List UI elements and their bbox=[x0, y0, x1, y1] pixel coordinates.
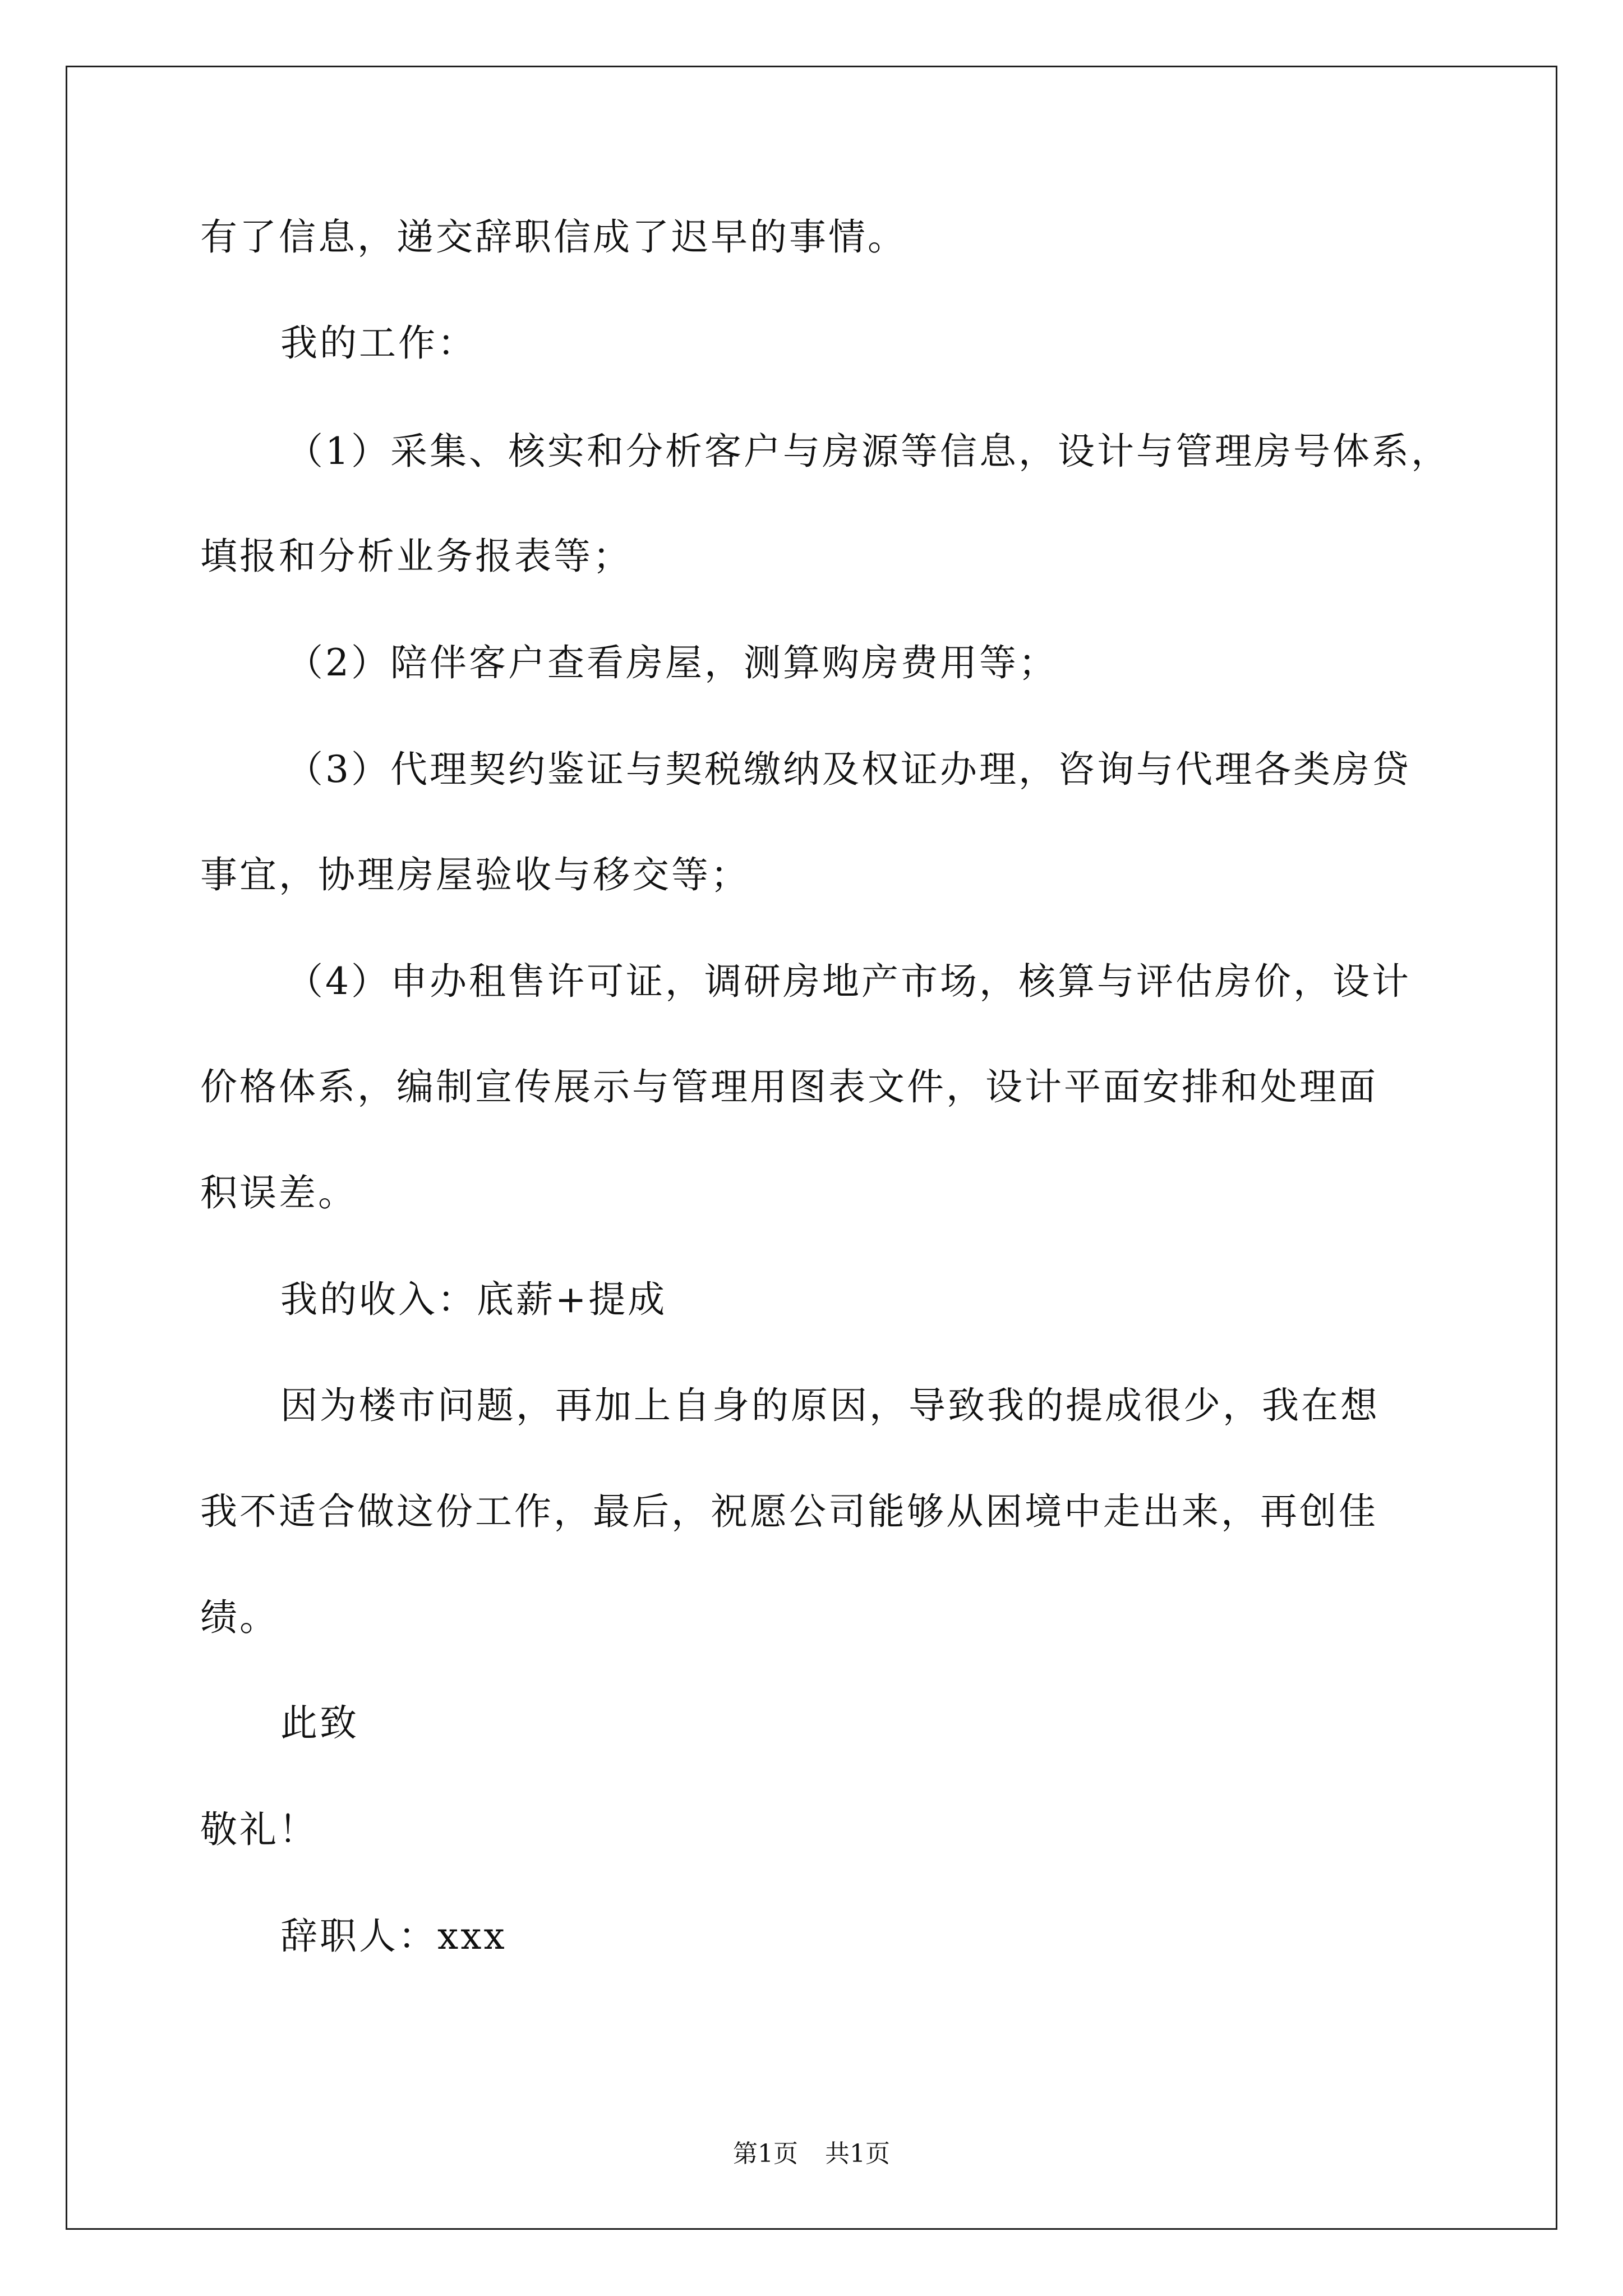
income-line: 我的收入：底薪+提成 bbox=[280, 1278, 667, 1321]
page-number-total: 共1页 bbox=[825, 2139, 890, 2168]
work-item-4-line-1: （4）申办租售许可证，调研房地产市场，核算与评估房价，设计 bbox=[286, 960, 1411, 1003]
work-item-3-line-1: （3）代理契约鉴证与契税缴纳及权证办理，咨询与代理各类房贷 bbox=[286, 748, 1411, 791]
page-footer bbox=[0, 2137, 1623, 2171]
closing-paragraph-line-3: 绩。 bbox=[200, 1596, 279, 1639]
page-border bbox=[66, 66, 1557, 2230]
work-item-3-line-2: 事宜，协理房屋验收与移交等； bbox=[200, 853, 750, 896]
page-number-current: 第1页 bbox=[733, 2139, 798, 2168]
work-item-1-line-2: 填报和分析业务报表等； bbox=[200, 535, 632, 578]
closing-paragraph-line-1: 因为楼市问题，再加上自身的原因，导致我的提成很少，我在想 bbox=[280, 1384, 1380, 1427]
work-item-2: （2）陪伴客户查看房屋，测算购房费用等； bbox=[286, 641, 1058, 684]
body-line: 有了信息，递交辞职信成了迟早的事情。 bbox=[200, 215, 907, 259]
work-item-4-line-2: 价格体系，编制宣传展示与管理用图表文件，设计平面安排和处理面 bbox=[200, 1065, 1378, 1108]
salutation-cizhi: 此致 bbox=[280, 1701, 359, 1745]
work-item-1-line-1: （1）采集、核实和分析客户与房源等信息，设计与管理房号体系， bbox=[286, 430, 1450, 473]
section-heading-work: 我的工作： bbox=[280, 321, 477, 365]
work-item-4-line-3: 积误差。 bbox=[200, 1171, 357, 1214]
closing-paragraph-line-2: 我不适合做这份工作，最后，祝愿公司能够从困境中走出来，再创佳 bbox=[200, 1490, 1378, 1533]
salutation-jingli: 敬礼！ bbox=[200, 1808, 318, 1851]
signature-line: 辞职人：xxx bbox=[280, 1915, 507, 1958]
